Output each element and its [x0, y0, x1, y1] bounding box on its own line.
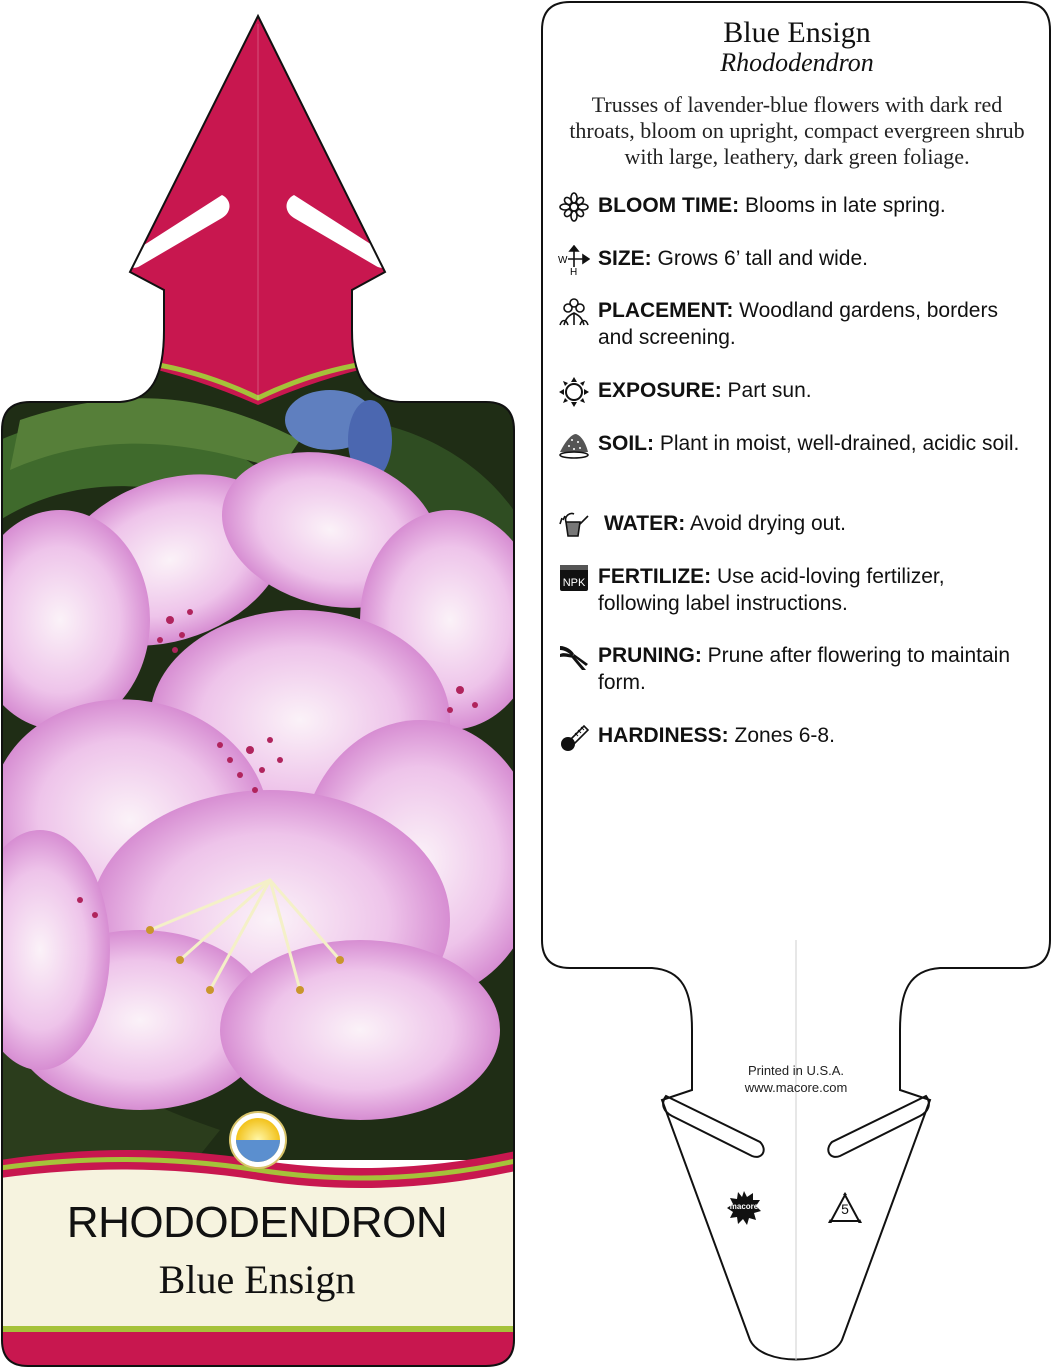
- macore-logo-icon: [726, 1190, 762, 1226]
- recycle-number: 5: [841, 1201, 849, 1217]
- care-value: Use acid-loving fertilizer, following label instructions.: [598, 565, 945, 615]
- back-title: Blue Ensign: [723, 16, 871, 49]
- care-value: Grows 6’ tall and wide.: [651, 247, 868, 270]
- care-value: Prune after flowering to maintain form.: [598, 644, 1011, 694]
- care-value: Zones 6-8.: [728, 724, 835, 747]
- size-icon-w: W: [558, 255, 568, 266]
- fertilizer-icon-text: NPK: [562, 577, 586, 589]
- fertilizer-bag-icon: [558, 563, 590, 593]
- care-value: Woodland gardens, borders and screening.: [598, 299, 998, 349]
- printed-country: Printed in U.S.A.: [747, 1063, 845, 1078]
- care-label: FERTILIZE:: [598, 565, 712, 588]
- care-label: EXPOSURE:: [598, 379, 722, 402]
- care-label: PLACEMENT:: [598, 299, 734, 322]
- care-value: Plant in moist, well-drained, acidic soil.: [654, 432, 1020, 455]
- front-cultivar-label: Blue Ensign: [158, 1257, 356, 1302]
- watering-can-icon: [558, 510, 590, 540]
- printed-website: www.macore.com: [744, 1080, 848, 1095]
- plant-description: Trusses of lavender-blue flowers with dark red throats, bloom on upright, compact evergreen shrub with large, leathery, dark green foliage.: [569, 92, 1025, 169]
- back-subtitle: Rhododendron: [720, 48, 874, 77]
- care-value: Blooms in late spring.: [739, 194, 946, 217]
- care-label: PRUNING:: [598, 644, 702, 667]
- pruning-shears-icon: [558, 642, 590, 672]
- soil-mound-icon: [558, 430, 590, 460]
- macore-logo-text: macore: [729, 1202, 759, 1211]
- front-genus-label: RHODODENDRON: [66, 1198, 448, 1247]
- flower-icon: [558, 192, 590, 222]
- care-label: HARDINESS:: [598, 724, 729, 747]
- recycle-icon: [828, 1192, 862, 1226]
- printed-notice: [716, 1062, 876, 1096]
- care-label: WATER:: [604, 512, 686, 535]
- rhododendron-blooms: [0, 429, 540, 1120]
- size-icon-h: H: [570, 267, 578, 275]
- care-label: SOIL:: [598, 432, 654, 455]
- size-arrows-icon: [558, 245, 590, 275]
- thermometer-icon: [558, 722, 590, 752]
- garden-plants-icon: [558, 297, 590, 327]
- care-value: Avoid drying out.: [685, 512, 846, 535]
- part-sun-icon: [230, 1112, 286, 1168]
- care-label: SIZE:: [598, 247, 652, 270]
- sun-icon: [558, 377, 590, 407]
- care-value: Part sun.: [721, 379, 812, 402]
- care-label: BLOOM TIME:: [598, 194, 740, 217]
